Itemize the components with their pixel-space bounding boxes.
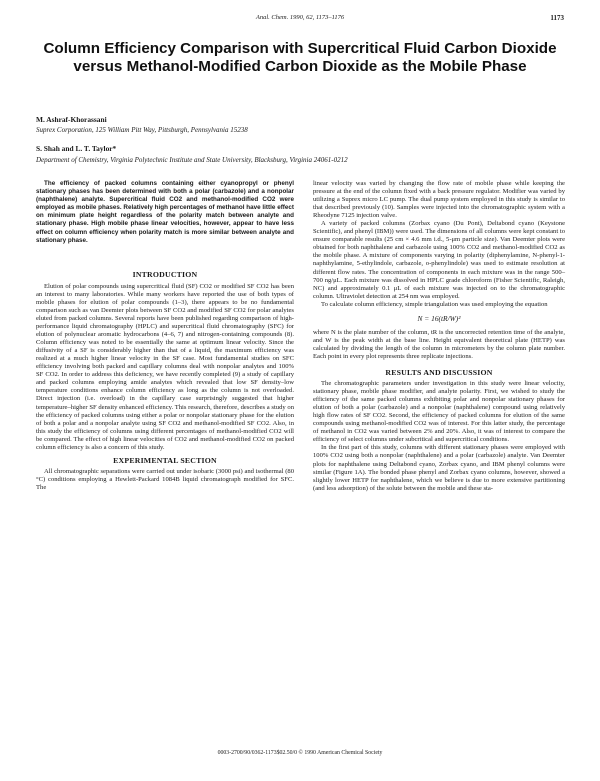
results-paragraph-1: The chromatographic parameters under investigation in this study were linear velocity, stationary phase, mobile phase modifier, and analyte polarity. First, we wished to study the efficiency of the same packed columns exhibiting polar and nonpolar stationary phases for elution of both a polar (carbazole) and a nonpolar (naphthalene) compound using relatively high flow rates of SF CO2. Second, the efficiency of packed columns for elution of the same compounds using methanol-modified CO2 was of interest. For this latter study, the percentage of methanol in CO2 was varied between 2% and 20%. Also, it was of interest to compare the efficiency of select columns under subcritical and supercritical conditions. bbox=[313, 380, 565, 444]
affiliation-2: Department of Chemistry, Virginia Polytechnic Institute and State University, Blacksburg, Virginia 24061-0212 bbox=[36, 156, 348, 164]
page-number: 1173 bbox=[550, 14, 564, 22]
author-1: M. Ashraf-Khorassani bbox=[36, 115, 107, 124]
equation-explanation: where N is the plate number of the column, tR is the uncorrected retention time of the analyte, and W is the peak width at the base line. Height equivalent theoretical plate (HETP) was calculated by dividing the length of the column in micrometers by the column plate number. Each point in every plot represents three replicate injections. bbox=[313, 328, 565, 360]
method-paragraph-1: linear velocity was varied by changing the flow rate of mobile phase while keeping the pressure at the end of the column fixed with a back pressure regulator. Modifier was varied by utilizing a Suprex micro LC pump. The dual pump system employed in this study is similar to that described previously (10). Samples were injected into the chromatographic system with a Rheodyne 7125 injection valve. bbox=[313, 180, 565, 220]
experimental-paragraph: All chromatographic separations were carried out under isobaric (3000 psi) and isothermal (80 °C) conditions employing a Hewlett-Packard 1084B liquid chromatograph modified for SFC. The bbox=[36, 467, 294, 491]
experimental-heading: EXPERIMENTAL SECTION bbox=[113, 455, 217, 465]
affiliation-1: Suprex Corporation, 125 William Pitt Way, Pittsburgh, Pennsylvania 15238 bbox=[36, 126, 248, 134]
results-paragraph-2: In the first part of this study, columns with different stationary phases were employed with 100% CO2 using both a nonpolar (naphthalene) and a polar (carbazole) analyte. Van Deemter plots for naphthalene using Deltabond cyano, Zorbax cyano, and IBM phenyl columns were similar (Figure 1A). The bonded phase phenyl and Zorbax cyano columns, however, showed a slightly lower HETP for naphthalene, which we believe is due to more extensive partitioning (and less adsorption) of the solute between the mobile and these sta- bbox=[313, 444, 565, 492]
method-paragraph-3: To calculate column efficiency, simple triangulation was used employing the equation bbox=[321, 300, 548, 308]
article-title: Column Efficiency Comparison with Supercritical Fluid Carbon Dioxide versus Methanol-Modified Carbon Dioxide as the Mobile Phase bbox=[43, 40, 557, 75]
author-2: S. Shah and L. T. Taylor* bbox=[36, 144, 117, 153]
plate-number-equation: N = 16(tR/W)² bbox=[417, 313, 461, 323]
intro-paragraph: Elution of polar compounds using supercritical fluid (SF) CO2 or modified SF CO2 has been an interest to many laboratories. While many workers have reported the use of both types of mobile phases for elution of polar compounds (1–3), there appears to be no fundamental comparison such as van Deemter plots between SF CO2 and modified SF CO2 for polar analytes eluted from packed columns. Several reports have been published regarding comparison of high-performance liquid chromatography (HPLC) and supercritical fluid chromatography (SFC) for elution of polynuclear aromatic hydrocarbons (4–6, 7) and nitrogen-containing compounds (8). Column efficiency was noted to be essentially the same at optimum linear velocity. Since the diffusivity of a SF is considerably higher than that of a liquid, the maximum efficiency was realized at a much higher linear velocity in the SF case. Most fundamental studies on SFC efficiency involving both packed and capillary columns deal with nonpolar analytes and 100% SF CO2. In order to address this deficiency, we have recently completed (9) a study of capillary and packed columns employing amide analytes which revealed that low SF density–low temperature conditions enhance column efficiency as long as the column is not overloaded. Direct injection (i.e. overload) in the capillary case surprisingly suggested that higher temperature–higher SF density enhanced efficiency. This research, therefore, describes a study on the efficiency of packed columns using either a polar or nonpolar stationary phase for the elution of both a polar and a nonpolar analyte using SF CO2 and methanol-modified SF CO2. Also, in this study the efficiency of columns using different percentages of methanol-modified CO2 will be compared. The effect of high linear velocities of CO2 and methanol-modified CO2 on packed column efficiency is also a concern of this study. bbox=[36, 282, 294, 451]
right-column bbox=[313, 180, 565, 493]
intro-heading: INTRODUCTION bbox=[132, 269, 198, 279]
journal-citation: Anal. Chem. 1990, 62, 1173–1176 bbox=[255, 14, 345, 21]
abstract: The efficiency of packed columns containing either cyanopropyl or phenyl stationary phases has been determined with both a polar (carbazole) and a nonpolar (naphthalene) analyte. Supercritical fluid CO2 and methanol-modified CO2 were employed as mobile phases. Relatively high percentages of methanol have little effect on minimum plate height regardless of the polarity match between analyte and stationary phase. High mobile phase linear velocities, however, appear to have less effect on column efficiency when polarity match is more similar between analyte and stationary phase. bbox=[36, 180, 294, 244]
running-header bbox=[0, 14, 600, 28]
results-heading: RESULTS AND DISCUSSION bbox=[385, 367, 493, 377]
left-column bbox=[36, 180, 294, 492]
copyright-footer: 0003-2700/90/0362-1173$02.50/0 © 1990 American Chemical Society bbox=[217, 750, 383, 756]
method-paragraph-2: A variety of packed columns (Zorbax cyano (Du Pont), Deltabond cyano (Keystone Scientific), and phenyl (IBM)) were used. The dimensions of all columns were kept constant to ensure comparable results (25 cm × 4.6 mm i.d., 5-μm particle size). Van Deemter plots were obtained for both naphthalene and carbazole using 100% CO2 and methanol-modified CO2 as the mobile phase. A mixture of components varying in polarity (diphenylamine, N-phenyl-1-naphthylamine, 5-ethylindole, carbazole, o-phenylindole) was used to estimate resolution at different flow rates. The concentration of components in each mixture was in the range 500–700 ng/μL. Each mixture was dissolved in HPLC grade chloroform (Fisher Scientific, Raleigh, NC) and approximately 0.1 μL of each mixture was injected on to the chromatographic column. Ultraviolet detection at 254 nm was employed. bbox=[313, 220, 565, 300]
